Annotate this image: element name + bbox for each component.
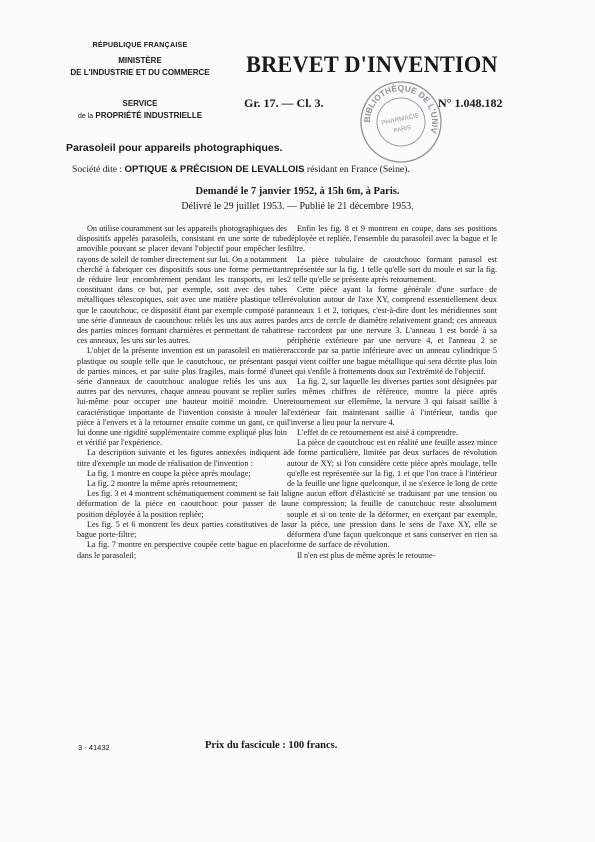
paragraph: L'objet de la présente invention est un parasoleil en matière plastique ou souple telle que le caoutchouc, ne présentant pas de parties minces, et par suite plus fragiles, mais formé d'une série d'anneaux de caoutchouc analogue reliés les uns aux autres par des nervures, chaque anneau pouvant se replier sur lui-même pour occuper une hauteur moitié moindre. Une caractéristique importante de l'invention consiste à mouler la pièce à l'envers et à la retourner ensuite comme un gant, ce qui lui donne une rigidité supplémentaire comme expliqué plus loin et vérifié par l'expérience. [77, 346, 287, 448]
group-class: Gr. 17. — Cl. 3. [244, 96, 324, 110]
print-code: 3 - 41432 [78, 743, 110, 752]
ministere-name: DE L'INDUSTRIE ET DU COMMERCE [70, 68, 210, 77]
paragraph: Les fig. 5 et 6 montrent les deux parties constitutives de la bague porte-filtre; [77, 519, 287, 540]
library-stamp [358, 79, 444, 165]
societe-suffix: résidant en France (Seine). [306, 164, 410, 175]
patent-title: Parasoleil pour appareils photographiques. [66, 142, 283, 154]
grant-publication-dates: Délivré le 29 juillet 1953. — Publié le 21 décembre 1953. [181, 201, 414, 212]
paragraph: Les fig. 3 et 4 montrent schématiquement comment se fait la déformation de la pièce en caoutchouc pour passer de la position déployée à la position repliée; [77, 489, 287, 519]
societe-prefix: Société dite : [72, 164, 123, 175]
paragraph: Cette pièce ayant la forme générale d'une surface de révolution autour de l'axe XY, comprend essentiellement deux anneaux 1 et 2, toriques, c'est-à-dire dont les méridiennes sont des arcs de cercle de diamètre relativement grand; ces anneaux se raccordent par une nervure 3. L'anneau 1 est bordé à sa périphérie extérieure par une nervure 4, et l'anneau 2 se raccorde par sa partie inférieure avec un anneau cylindrique 5 qui vient coiffer une bague métallique qui sera décrite plus loin et qui s'enfile à frottements doux sur l'extrémité de l'objectif. [287, 285, 497, 376]
paragraph: L'effet de ce retournement est aisé à comprendre. [297, 428, 458, 438]
patent-number: N° 1.048.182 [438, 96, 503, 110]
societe-name: OPTIQUE & PRÉCISION DE LEVALLOIS [124, 164, 305, 175]
republique-francaise: RÉPUBLIQUE FRANÇAISE [92, 40, 188, 49]
stamp-ring-text: BIBLIOTHÈQUE DE L'UNIV [361, 82, 441, 135]
paragraph: On utilise couramment sur les appareils photographiques des dispositifs appelés parasoleils, consistant en une sorte de tube amovible pouvant se placer devant l'objectif pour empêcher les rayons de soleil de tomber directement sur lui. On a notamment cherché à fabriquer ces dispositifs sous une forme permettant de réduire leur encombrement pendant les transports, en les constituant dans ce but, par exemple, soit avec des tubes métalliques télescopiques, soit avec une matière plastique telle que le caoutchouc, ce dispositif étant par exemple composé par une série d'anneaux de caoutchouc reliés les uns aux autres par des parties minces formant charnières et permettant de rabattre ces anneaux, les uns sur les autres. [77, 224, 287, 346]
service-name [40, 111, 240, 120]
left-column [77, 224, 287, 561]
filing-date: Demandé le 7 janvier 1952, à 15h 6m, à Paris. [195, 186, 400, 197]
brevet-heading: BREVET D'INVENTION [246, 52, 498, 78]
paragraph: La fig. 1 montre en coupe la pièce après moulage; [87, 468, 251, 478]
paragraph: La pièce de caoutchouc est en réalité une feuille assez mince de forme particulière, limitée par deux surfaces de révolution autour de XY; si l'on considère cette pièce après moulage, telle qu'elle est représentée sur la fig. 1 et que l'on trace à l'intérieur de la feuille une ligne quelconque, il ne s'exerce le long de cette ligne aucun effort d'élasticité se traduisant par une tension ou une compression; la feuille de caoutchouc reste absolument souple et si on tente de la déformer, en exerçant par exemple, sur la pièce, une pression dans le sens de l'axe XY, elle se déformera d'une façon quelconque et sans conserver en rien sa forme de surface de révolution. [287, 438, 497, 550]
applicant-line [72, 164, 410, 175]
stamp-center-2: PARIS [393, 125, 412, 135]
paragraph: Il n'en est plus de même après le retourne- [297, 550, 436, 560]
paragraph: La pièce tubulaire de caoutchouc formant parasol est représentée sur la fig. 1 telle qu'elle sort du moule et sur la fig. 2 telle qu'elle se présente après retournement. [287, 254, 497, 285]
ministere-label: MINISTÈRE [118, 56, 162, 65]
right-column [287, 224, 497, 561]
stamp-center-1: PHARMACIE [380, 112, 421, 127]
service-de-la: de la [77, 113, 94, 120]
paragraph: La fig. 2, sur laquelle les diverses parties sont désignées par les mêmes chiffres de référence, montre la pièce après retournement sur ellemême, la nervure 3 qui faisait saillie à l'extérieur fait maintenant saillie à l'intérieur, tandis que l'inverse a lieu pour la nervure 4. [287, 377, 497, 427]
paragraph: Enfin les fig. 8 et 9 montrent en coupe, dans ses positions déployée et repliée, l'ensemble du parasoleil avec la bague et le filtre. [287, 224, 497, 254]
service-label: SERVICE [122, 99, 158, 108]
service-propriete: PROPRIÉTÉ INDUSTRIELLE [95, 111, 203, 120]
price-line: Prix du fascicule : 100 francs. [205, 740, 338, 751]
paragraph: La description suivante et les figures annexées indiquent à titre d'exemple un mode de réalisation de l'invention : [77, 448, 287, 468]
paragraph: La fig. 7 montre en perspective coupée cette bague en place dans le parasoleil; [77, 540, 287, 560]
paragraph: La fig. 2 montre la même après retournement; [87, 479, 238, 489]
